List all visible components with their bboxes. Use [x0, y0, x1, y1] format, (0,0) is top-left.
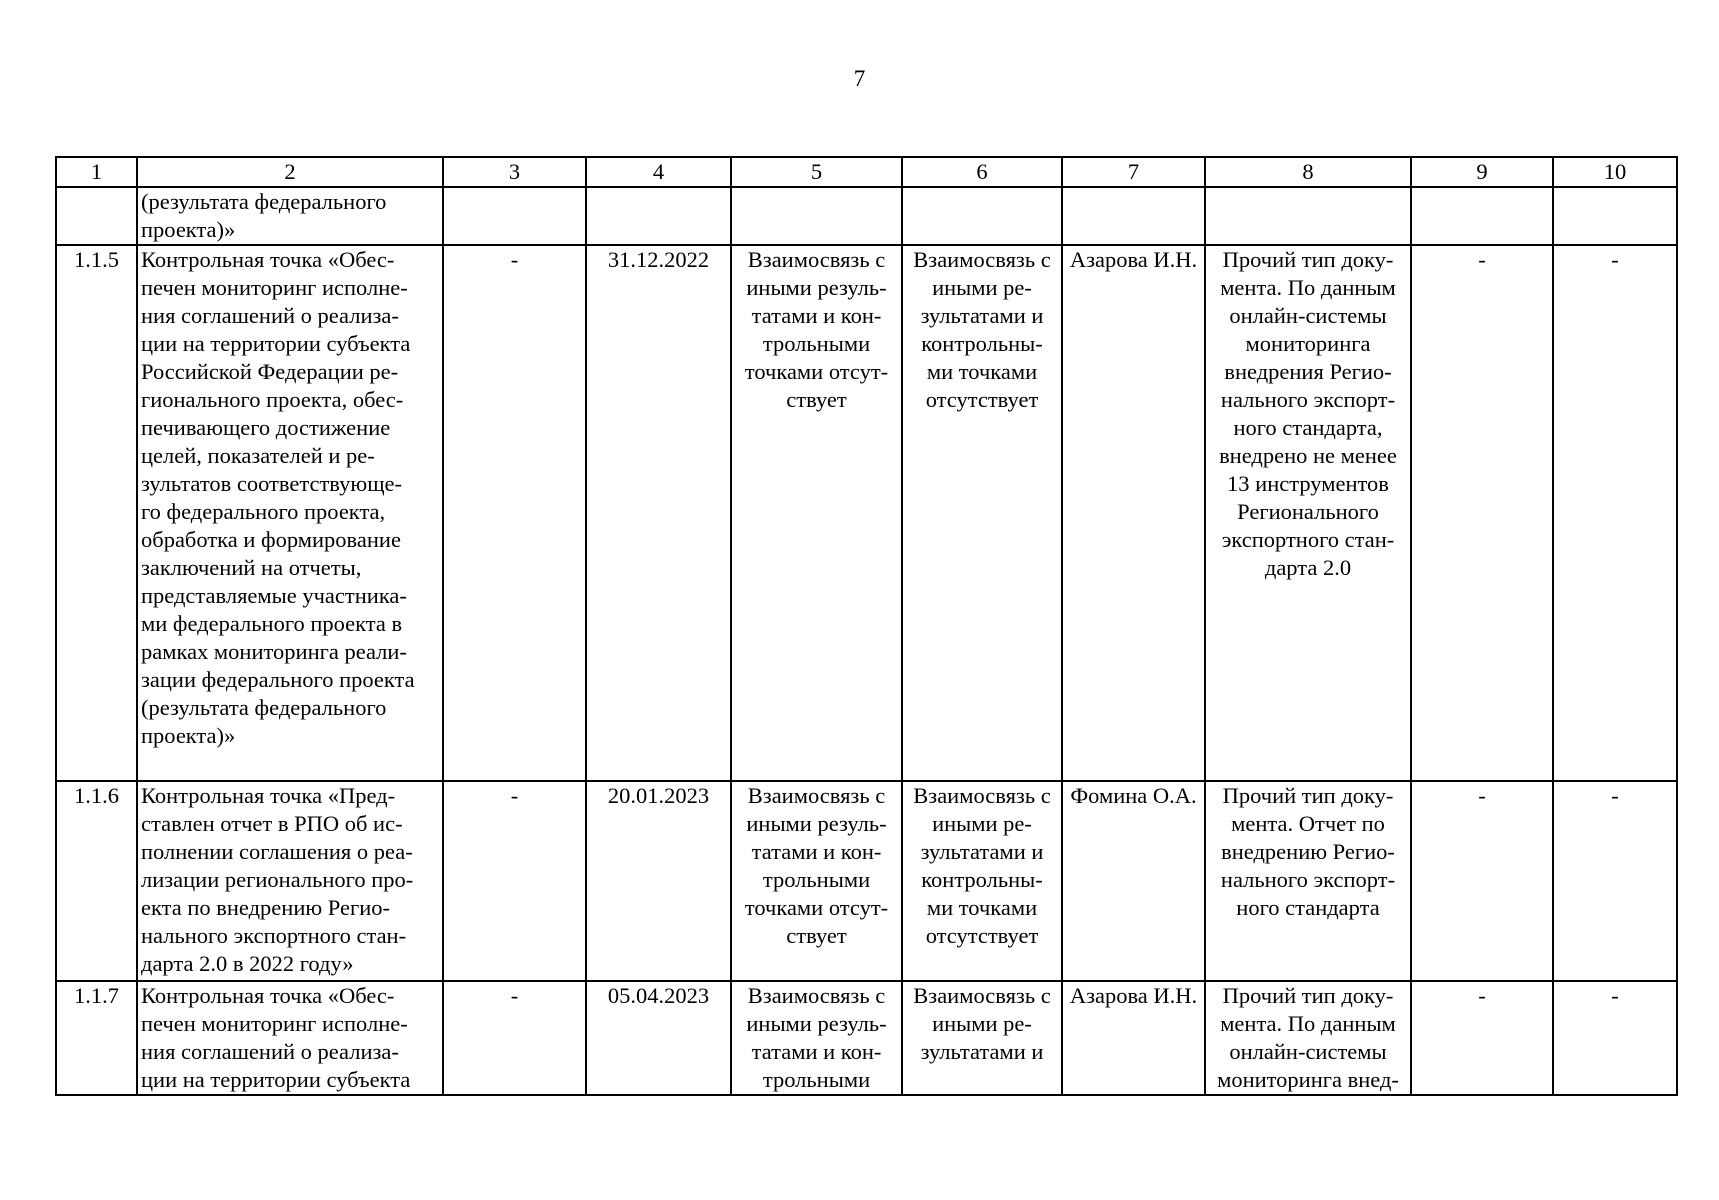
row-name-text: Контрольная точка «Пред- ставлен отчет в РПО об ис- полнении соглашения о реа- лизации регионального про- екта по внедрению Регио- нального экспортного стан- дарта 2.0 в 2022 году»	[141, 783, 414, 976]
row-col6-text: Взаимосвязь с иными ре- зультатами и	[913, 983, 1051, 1064]
row-col9: -	[1411, 245, 1553, 781]
control-points-table	[55, 156, 1678, 1096]
column-header-2: 2	[137, 157, 443, 187]
column-header-1: 1	[56, 157, 137, 187]
row-name	[137, 245, 443, 781]
row-date: 31.12.2022	[586, 245, 731, 781]
row-col8	[1205, 981, 1411, 1095]
row-col5	[731, 245, 902, 781]
row-person: Азарова И.Н.	[1062, 981, 1205, 1095]
row-col8	[1205, 781, 1411, 981]
column-header-4: 4	[586, 157, 731, 187]
row-number: 1.1.6	[56, 781, 137, 981]
row-col10	[1553, 187, 1677, 245]
row-col8	[1205, 187, 1411, 245]
row-col9: -	[1411, 981, 1553, 1095]
row-number	[56, 187, 137, 245]
row-col3: -	[443, 981, 586, 1095]
row-col10: -	[1553, 981, 1677, 1095]
row-col5-text: Взаимосвязь с иными резуль- татами и кон- трольными	[746, 983, 887, 1092]
table-row-continuation	[56, 187, 1677, 245]
table-row-1-1-6	[56, 781, 1677, 981]
row-col5	[731, 981, 902, 1095]
row-name	[137, 187, 443, 245]
row-col3: -	[443, 781, 586, 981]
row-col6	[902, 245, 1062, 781]
row-col5	[731, 781, 902, 981]
column-header-3: 3	[443, 157, 586, 187]
table-row-1-1-5	[56, 245, 1677, 781]
table-row-1-1-7	[56, 981, 1677, 1095]
column-header-8: 8	[1205, 157, 1411, 187]
row-name	[137, 781, 443, 981]
row-date: 05.04.2023	[586, 981, 731, 1095]
column-header-10: 10	[1553, 157, 1677, 187]
row-col8-text: Прочий тип доку- мента. По данным онлайн-системы мониторинга внед-	[1217, 983, 1399, 1092]
row-col3: -	[443, 245, 586, 781]
row-col5	[731, 187, 902, 245]
header-row	[56, 157, 1677, 187]
row-col3	[443, 187, 586, 245]
row-col6	[902, 981, 1062, 1095]
row-col6-text: Взаимосвязь с иными ре- зультатами и контрольны- ми точками отсутствует	[913, 247, 1051, 412]
row-col10: -	[1553, 245, 1677, 781]
page-number: 7	[853, 66, 866, 91]
column-header-7: 7	[1062, 157, 1205, 187]
row-number: 1.1.7	[56, 981, 137, 1095]
column-header-9: 9	[1411, 157, 1553, 187]
row-col5-text: Взаимосвязь с иными резуль- татами и кон- трольными точками отсут- ствует	[744, 783, 889, 948]
row-date: 20.01.2023	[586, 781, 731, 981]
row-name-text: Контрольная точка «Обес- печен мониторинг исполне- ния соглашений о реализа- ции на территории субъекта	[141, 983, 411, 1092]
row-person: Азарова И.Н.	[1062, 245, 1205, 781]
row-col8-text: Прочий тип доку- мента. Отчет по внедрению Регио- нального экспорт- ного стандарта	[1220, 783, 1396, 920]
row-col8	[1205, 245, 1411, 781]
row-name-text: (результата федерального проекта)»	[141, 189, 387, 242]
row-col5-text: Взаимосвязь с иными резуль- татами и кон- трольными точками отсут- ствует	[744, 247, 889, 412]
row-col6	[902, 781, 1062, 981]
row-number: 1.1.5	[56, 245, 137, 781]
row-person	[1062, 187, 1205, 245]
row-col6-text: Взаимосвязь с иными ре- зультатами и контрольны- ми точками отсутствует	[913, 783, 1051, 948]
row-person: Фомина О.А.	[1062, 781, 1205, 981]
row-col9	[1411, 187, 1553, 245]
row-col9: -	[1411, 781, 1553, 981]
row-col8-text: Прочий тип доку- мента. По данным онлайн-системы мониторинга внедрения Регио- нального экспорт- ного стандарта, внедрено не менее 13 инструментов Регионального экспортного стан- дарта 2.0	[1219, 247, 1397, 580]
row-name-text: Контрольная точка «Обес- печен мониторинг исполне- ния соглашений о реализа- ции на территории субъекта Российской Федерации ре- гионального проекта, обес- печивающего достижение целей, показателей и ре- зультатов соответствующе- го федерального проекта, обработка и формирование заключений на отчеты, представляемые участника- ми федерального проекта в рамках мониторинга реали- зации федерального проекта (результата федерального проекта)»	[141, 247, 415, 748]
column-header-6: 6	[902, 157, 1062, 187]
row-name	[137, 981, 443, 1095]
row-col10: -	[1553, 781, 1677, 981]
row-col6	[902, 187, 1062, 245]
row-date	[586, 187, 731, 245]
column-header-5: 5	[731, 157, 902, 187]
